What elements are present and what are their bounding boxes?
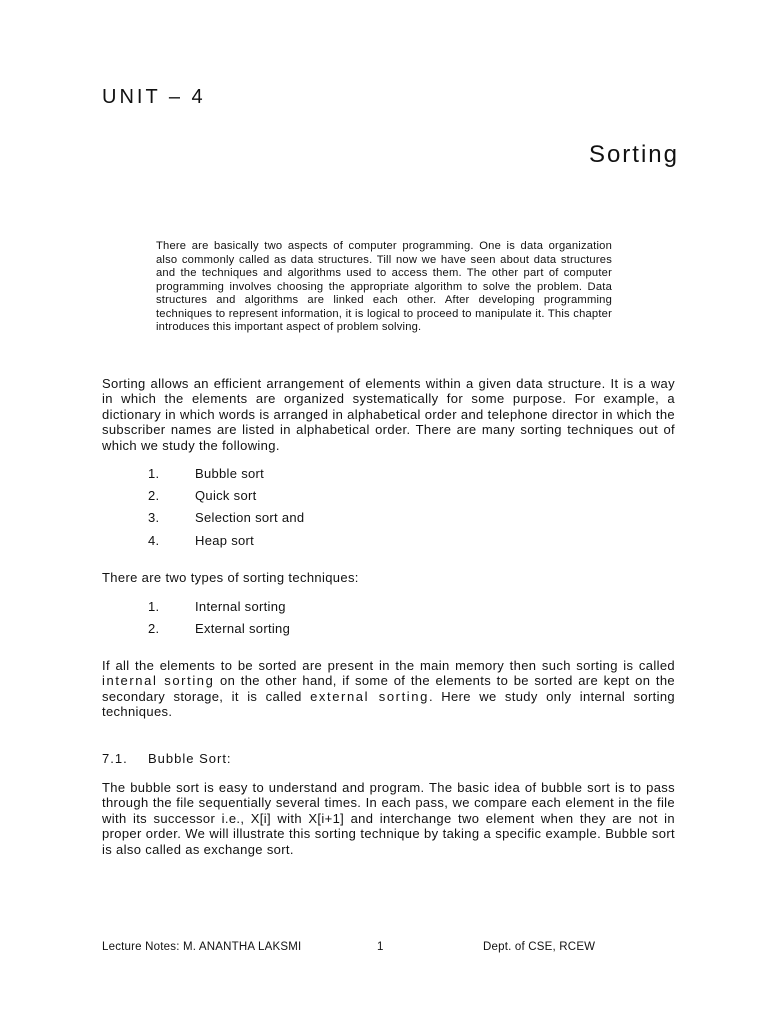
external-sorting-term: external sorting (310, 688, 429, 704)
footer-department: Dept. of CSE, RCEW (483, 941, 596, 953)
explanation-text: If all the elements to be sorted are present in the main memory then such sorting is called (102, 658, 675, 673)
unit-title: UNIT – 4 (102, 86, 206, 108)
footer-page-number: 1 (377, 941, 384, 953)
list-item-text: Selection sort and (195, 510, 305, 526)
list-item-text: Quick sort (195, 488, 257, 504)
list-item-number: 3. (148, 510, 160, 526)
explanation-text: on the other hand, if some of the elements to be sorted are kept on the secondary storage, it is called (102, 673, 675, 704)
abstract-paragraph: There are basically two aspects of computer programming. One is data organization also commonly called as data structures. Till now we have seen about data structures and the techniques and algorithms used to access them. The other part of computer programming involves choosing the appropriate algorithm to solve the problem. Data structures and algorithms are linked each other. After developing programming techniques to represent information, it is logical to proceed to manipulate it. This chapter introduces this important aspect of problem solving. (156, 240, 612, 333)
list-item-number: 1. (148, 599, 160, 614)
list-item-text: Bubble sort (195, 466, 265, 481)
list-item-number: 1. (148, 466, 160, 481)
bubble-sort-paragraph: The bubble sort is easy to understand and program. The basic idea of bubble sort is to pass through the file sequentially several times. In each pass, we compare each element in the file with its successor i.e., X[i] with X[i+1] and interchange two element when they are not in proper order. We will illustrate this sorting technique by taking a specific example. Bubble sort is also called as exchange sort. (102, 780, 675, 857)
explanation-text: . Here we study only internal sorting techniques. (102, 688, 675, 720)
chapter-title: Sorting (588, 141, 679, 168)
list-item-number: 2. (148, 488, 160, 504)
list-item-number: 4. (148, 532, 160, 548)
section-heading (102, 751, 232, 766)
internal-sorting-term: internal sorting (102, 673, 215, 689)
list-item-text: Heap sort (195, 532, 255, 548)
section-number: 7.1. (102, 751, 128, 766)
list-item-text: External sorting (195, 621, 291, 637)
list-item-text: Internal sorting (195, 599, 286, 614)
list-item-number: 2. (148, 621, 160, 637)
section-title: Bubble Sort: (148, 751, 232, 766)
types-intro: There are two types of sorting techniques: (102, 570, 359, 585)
intro-paragraph: Sorting allows an efficient arrangement of elements within a given data structure. It is a way in which the elements are organized systematically for some purpose. For example, a dictionary in which words is arranged in alphabetical order and telephone director in which the subscriber names are listed in alphabetical order. There are many sorting techniques out of which we study the following. (102, 376, 675, 453)
footer-author: Lecture Notes: M. ANANTHA LAKSMI (102, 941, 302, 953)
types-explanation (102, 658, 675, 720)
